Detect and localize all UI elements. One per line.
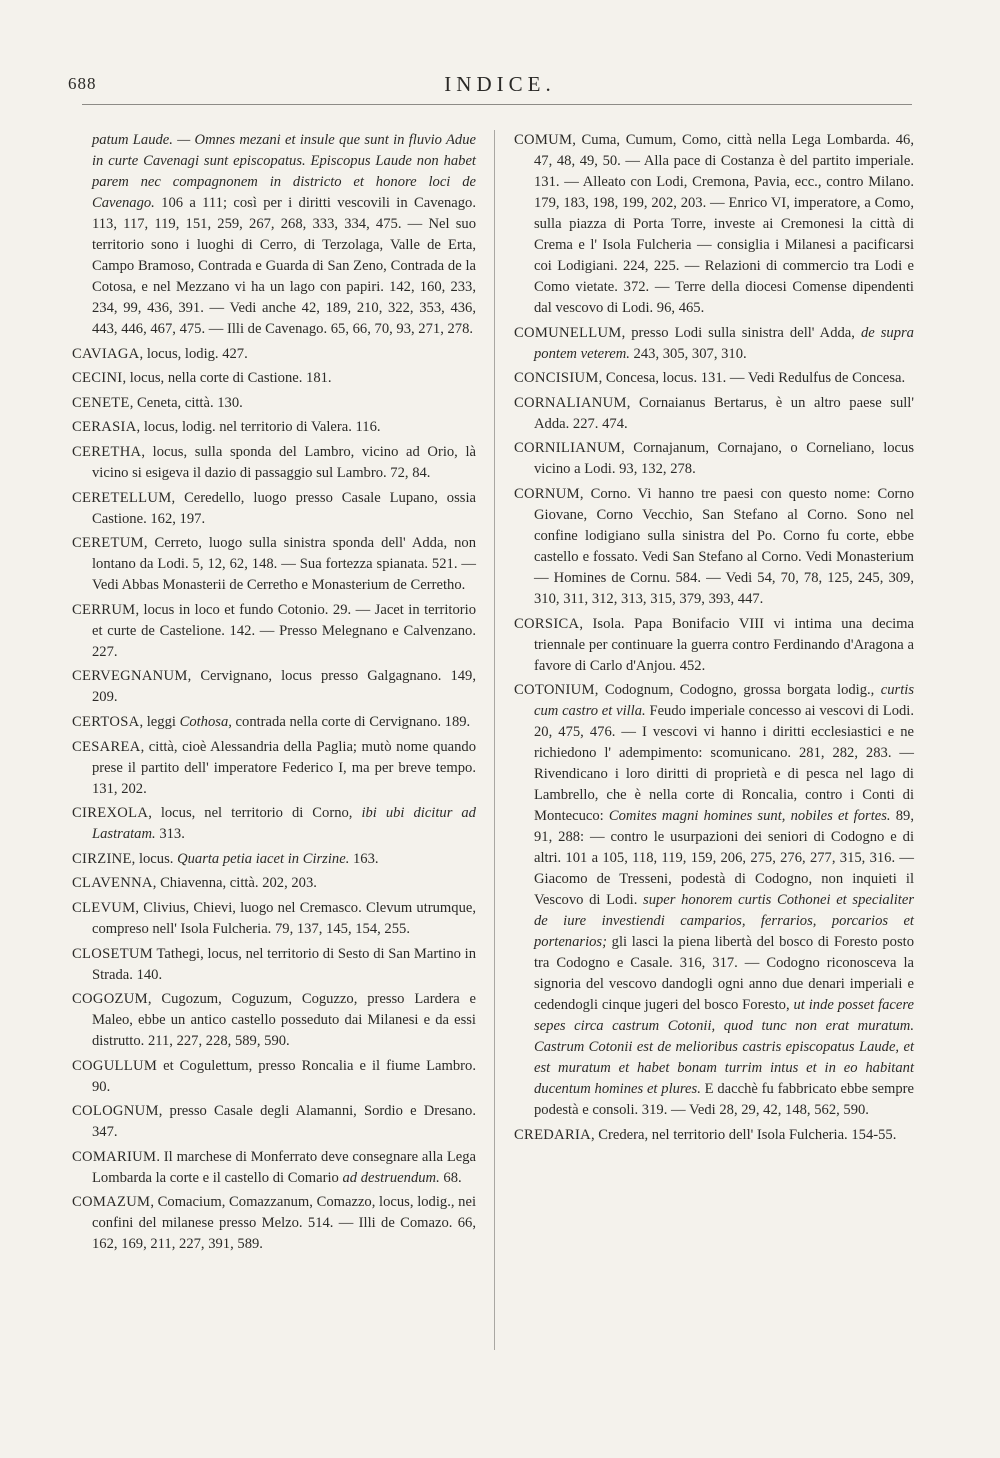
entry-latin-quote: curtis cum castro et villa. <box>534 682 914 720</box>
index-entry <box>72 712 476 733</box>
index-entry <box>514 393 914 435</box>
entry-latin-quote: de supra pontem veterem. <box>534 324 914 362</box>
entry-text: 68. <box>439 1169 462 1186</box>
entry-headword: CONCISIUM <box>514 370 599 387</box>
entry-headword: COMUM <box>514 132 573 148</box>
entry-text: , Ceneta, città. 130. <box>129 394 243 411</box>
index-entry <box>72 873 476 894</box>
index-entry <box>514 484 914 610</box>
entry-headword: CERTOSA <box>72 713 140 730</box>
entry-text: , Clivius, Chievi, luogo nel Cremasco. Clevum utrumque, compreso nell' Isola Fulcheria. 79, 137, 145, 154, 255. <box>92 899 476 937</box>
entry-text: , città, cioè Alessandria della Paglia; mutò nome quando prese il partito dell' imperatore Federico I, ma per breve tempo. 131, 202. <box>92 738 476 797</box>
entry-text: 163. <box>349 850 379 867</box>
entry-text: , Chiavenna, città. 202, 203. <box>152 875 317 892</box>
index-entry <box>72 1192 476 1255</box>
entry-headword: CORNUM <box>514 485 580 502</box>
entry-headword: COGOZUM <box>72 991 148 1008</box>
entry-text: , locus, lodig. 427. <box>139 345 248 362</box>
index-entry <box>72 1101 476 1143</box>
entry-latin-quote: Quarta petia iacet in Cirzine. <box>177 850 350 867</box>
index-entry <box>72 488 476 530</box>
entry-text: , Concesa, locus. 131. — Vedi Redulfus de Concesa. <box>598 370 906 387</box>
entry-text: 243, 305, 307, 310. <box>629 345 747 362</box>
entry-headword: CREDARIA <box>514 1126 591 1143</box>
index-entry <box>514 438 914 480</box>
index-entry <box>72 393 476 414</box>
entry-text: , locus, sulla sponda del Lambro, vicino ad Orio, là vicino si esigeva il dazio di passaggio sul Lambro. 72, 84. <box>92 443 476 481</box>
index-entry <box>514 130 914 319</box>
entry-headword: CIREXOLA <box>72 805 149 822</box>
entry-text: , Codognum, Codogno, grossa borgata lodig., <box>594 682 881 699</box>
entry-latin-quote: ad destruendum. <box>342 1169 440 1186</box>
index-entry <box>514 323 914 365</box>
entry-headword: CENETE <box>72 394 130 411</box>
entry-text: , Cerreto, luogo sulla sinistra sponda dell' Adda, non lontano da Lodi. 5, 12, 62, 148. — Sua fortezza spianata. 521. — Vedi Abbas Monasterii de Cerretho e Monasterium de Cerretho. <box>92 535 476 594</box>
index-entry <box>514 1125 914 1146</box>
entry-headword: CERRUM <box>72 601 136 618</box>
entry-headword: CERVEGNANUM <box>72 668 188 685</box>
index-entry <box>72 898 476 940</box>
entry-headword: CORSICA <box>514 615 580 632</box>
entry-text: , Cornajanum, Cornajano, o Corneliano, locus vicino a Lodi. 93, 132, 278. <box>534 440 914 478</box>
index-entry <box>72 944 476 986</box>
entry-latin-quote: ibi ubi dicitur ad Lastratam. <box>92 805 476 843</box>
entry-headword: CERASIA <box>72 419 137 436</box>
entry-text: , locus in loco et fundo Cotonio. 29. — Jacet in territorio et curte de Castelione. 142. — Presso Melegnano e Calvenzano. 227. <box>92 601 476 660</box>
left-column <box>72 130 476 1259</box>
entry-text: , locus, nella corte di Castione. 181. <box>122 370 332 387</box>
entry-headword: CAVIAGA <box>72 345 140 362</box>
index-entry <box>514 368 914 389</box>
right-column <box>514 130 914 1149</box>
entry-text: , Ceredello, luogo presso Casale Lupano, ossia Castione. 162, 197. <box>92 489 476 527</box>
entry-text: , Cuma, Cumum, Como, città nella Lega Lombarda. 46, 47, 48, 49, 50. — Alla pace di Costanza è del partito imperiale. 131. — Alleato con Lodi, Cremona, Pavia, ecc., contro Milano. 179, 183, 198, 199, 202, 203. — Enrico VI, imperatore, a Como, sulla piazza di Porta Torre, investe ai Cremonesi la città di Crema e l' Isola Fulcheria — consiglia i Milanesi a pacificarsi coi Lodigiani. 224, 225. — Relazioni di commercio tra Lodi e Como vietate. 372. — Terre della diocesi Comense dipendenti dal vescovo di Lodi. 96, 465. <box>534 132 914 316</box>
entry-headword: COLOGNUM <box>72 1103 159 1120</box>
entry-latin-quote: Cothosa, <box>179 713 232 730</box>
entry-text: gli lasci la piena libertà del bosco di Foresto posto tra Codogno e Casale. 316, 317. — Codogno riconosceva la signoria del vescovo dandogli ogni anno due denari imperiali e cedendogli cinque jugeri del bosco Foresto, <box>534 934 914 1014</box>
entry-latin-quote: patum Laude. — Omnes mezani et insule que sunt in fluvio Adue in curte Cavenagi sunt episcopatus. Episcopus Laude non habet parem nec compagnonem in districto et honore loci de Cavenago. <box>92 132 476 211</box>
entry-text: et Cogulettum, presso Roncalia e il fiume Lambro. 90. <box>92 1057 476 1095</box>
entry-text: , Corno. Vi hanno tre paesi con questo nome: Corno Giovane, Corno Vecchio, San Stefano al Corno. Sono nel confine lodigiano sulla sinistra del Po. Corno fu corte, ebbe castello e fossato. Vedi San Stefano al Corno. Vedi Monasterium — Homines de Cornu. 584. — Vedi 54, 70, 78, 125, 245, 309, 310, 311, 312, 313, 315, 379, 393, 447. <box>534 485 914 607</box>
header-rule <box>82 104 912 105</box>
entry-text: E dacchè fu fabbricato ebbe sempre podestà e consoli. 319. — Vedi 28, 29, 42, 148, 562, 590. <box>534 1081 914 1119</box>
index-entry <box>72 666 476 708</box>
entry-text: , Cornaianus Bertarus, è un altro paese sull' Adda. 227. 474. <box>534 394 914 432</box>
entry-headword: COMUNELLUM <box>514 324 622 341</box>
entry-headword: CERETUM <box>72 535 144 552</box>
entry-headword: COTONIUM <box>514 682 595 699</box>
index-entry-continuation <box>72 130 476 340</box>
entry-headword: COGULLUM <box>72 1057 158 1074</box>
index-entry <box>72 417 476 438</box>
index-entry <box>72 849 476 870</box>
entry-text: 313. <box>155 826 185 843</box>
entry-text: , locus, lodig. nel territorio di Valera. 116. <box>136 419 381 436</box>
index-entry <box>72 803 476 845</box>
index-entry <box>72 368 476 389</box>
entry-headword: COMARIUM <box>72 1148 157 1165</box>
entry-headword: CERETHA <box>72 443 142 460</box>
entry-text: , presso Lodi sulla sinistra dell' Adda, <box>621 324 861 341</box>
entry-latin-quote: Comites magni homines sunt, nobiles et fortes. <box>608 808 891 825</box>
entry-text: , locus. <box>131 850 178 867</box>
entry-headword: CLOSETUM <box>72 945 154 962</box>
entry-headword: CESAREA <box>72 738 141 755</box>
index-entry <box>72 442 476 484</box>
entry-text: contrada nella corte di Cervignano. 189. <box>231 713 471 730</box>
entry-text: , Comacium, Comazzanum, Comazzo, locus, lodig., nei confini del milanese presso Melzo. 514. — Illi de Comazo. 66, 162, 169, 211, 227, 391, 589. <box>92 1194 476 1253</box>
entry-text: 89, 91, 288: — contro le usurpazioni dei seniori di Codogno e di altri. 101 a 105, 118, 119, 159, 206, 275, 276, 277, 315, 316. — Giacomo de Tresseni, podestà di Codogno, non inquieti il Vescovo di Lodi. <box>534 808 914 909</box>
entry-text: 106 a 111; così per i diritti vescovili in Cavenago. 113, 117, 119, 151, 259, 267, 268, 333, 334, 475. — Nel suo territorio sono i luoghi di Cerro, di Terzolaga, Valle de Erta, Campo Bramoso, Contrada e Guarda di San Zeno, Contrada de la Cotosa, e nel Mezzano vi ha un lago con papiri. 142, 160, 233, 234, 99, 436, 391. — Vedi anche 42, 189, 210, 322, 353, 436, 443, 446, 467, 475. — Illi de Cavenago. 65, 66, 70, 93, 271, 278. <box>92 195 476 337</box>
entry-headword: CLEVUM <box>72 899 136 916</box>
column-divider <box>494 130 495 1350</box>
entry-headword: CORNALIANUM <box>514 394 627 411</box>
index-entry <box>72 989 476 1052</box>
entry-latin-quote: super honorem curtis Cothonei et specialiter de iure investiendi camparios, ferrarios, porcarios et portenarios; <box>534 892 914 951</box>
index-entry <box>72 737 476 800</box>
entry-text: Tathegi, locus, nel territorio di Sesto di San Martino in Strada. 140. <box>92 945 476 983</box>
entry-headword: CLAVENNA <box>72 875 153 892</box>
index-entry <box>514 680 914 1121</box>
entry-text: , Credera, nel territorio dell' Isola Fulcheria. 154-55. <box>591 1126 897 1143</box>
entry-latin-quote: ut inde posset facere sepes circa castrum Cotonii, quod tunc non erat muratum. Castrum Cotonii est de melioribus castris episcopatus Laude, et est muratum et habet bonam turrim intus et in eo habitant ducentum homines et plures. <box>534 997 914 1098</box>
entry-text: , locus, nel territorio di Corno, <box>148 805 362 822</box>
entry-text: , Cugozum, Coguzum, Coguzzo, presso Lardera e Maleo, ebbe un antico castello posseduto dai Milanesi e da essi distrutto. 211, 227, 228, 589, 590. <box>92 991 476 1050</box>
index-entry <box>514 614 914 677</box>
entry-headword: CECINI <box>72 370 123 387</box>
entry-text: , leggi <box>139 713 180 730</box>
index-entry <box>72 1147 476 1189</box>
entry-text: , Cervignano, locus presso Galgagnano. 149, 209. <box>92 668 476 706</box>
index-entry <box>72 600 476 663</box>
entry-headword: CERETELLUM <box>72 489 172 506</box>
index-entry <box>72 533 476 596</box>
page-number: 688 <box>68 74 97 93</box>
entry-headword: CORNILIANUM <box>514 440 622 457</box>
entry-text: Feudo imperiale concesso ai vescovi di Lodi. 20, 475, 476. — I vescovi vi hanno i diritti ecclesiastici e ne richiedono l' adempimento: scomunicano. 281, 282, 283. — Rivendicano i loro diritti di proprietà e di pesca nel lago di Lambrello, che è nella corte di Roncalia, contro i Conti di Montecuco: <box>534 703 915 825</box>
entry-headword: CIRZINE <box>72 850 132 867</box>
entry-text: . Il marchese di Monferrato deve consegnare alla Lega Lombarda la corte e il castello di Comario <box>92 1148 476 1186</box>
entry-headword: COMAZUM <box>72 1194 151 1211</box>
index-entry <box>72 1056 476 1098</box>
entry-text: , Isola. Papa Bonifacio VIII vi intima una decima triennale per continuare la guerra contro Ferdinando d'Aragona a favore di Carlo d'Anjou. 452. <box>534 615 914 674</box>
running-head-title: INDICE. <box>444 72 556 96</box>
index-entry <box>72 344 476 365</box>
entry-text: , presso Casale degli Alamanni, Sordio e Dresano. 347. <box>92 1103 476 1141</box>
